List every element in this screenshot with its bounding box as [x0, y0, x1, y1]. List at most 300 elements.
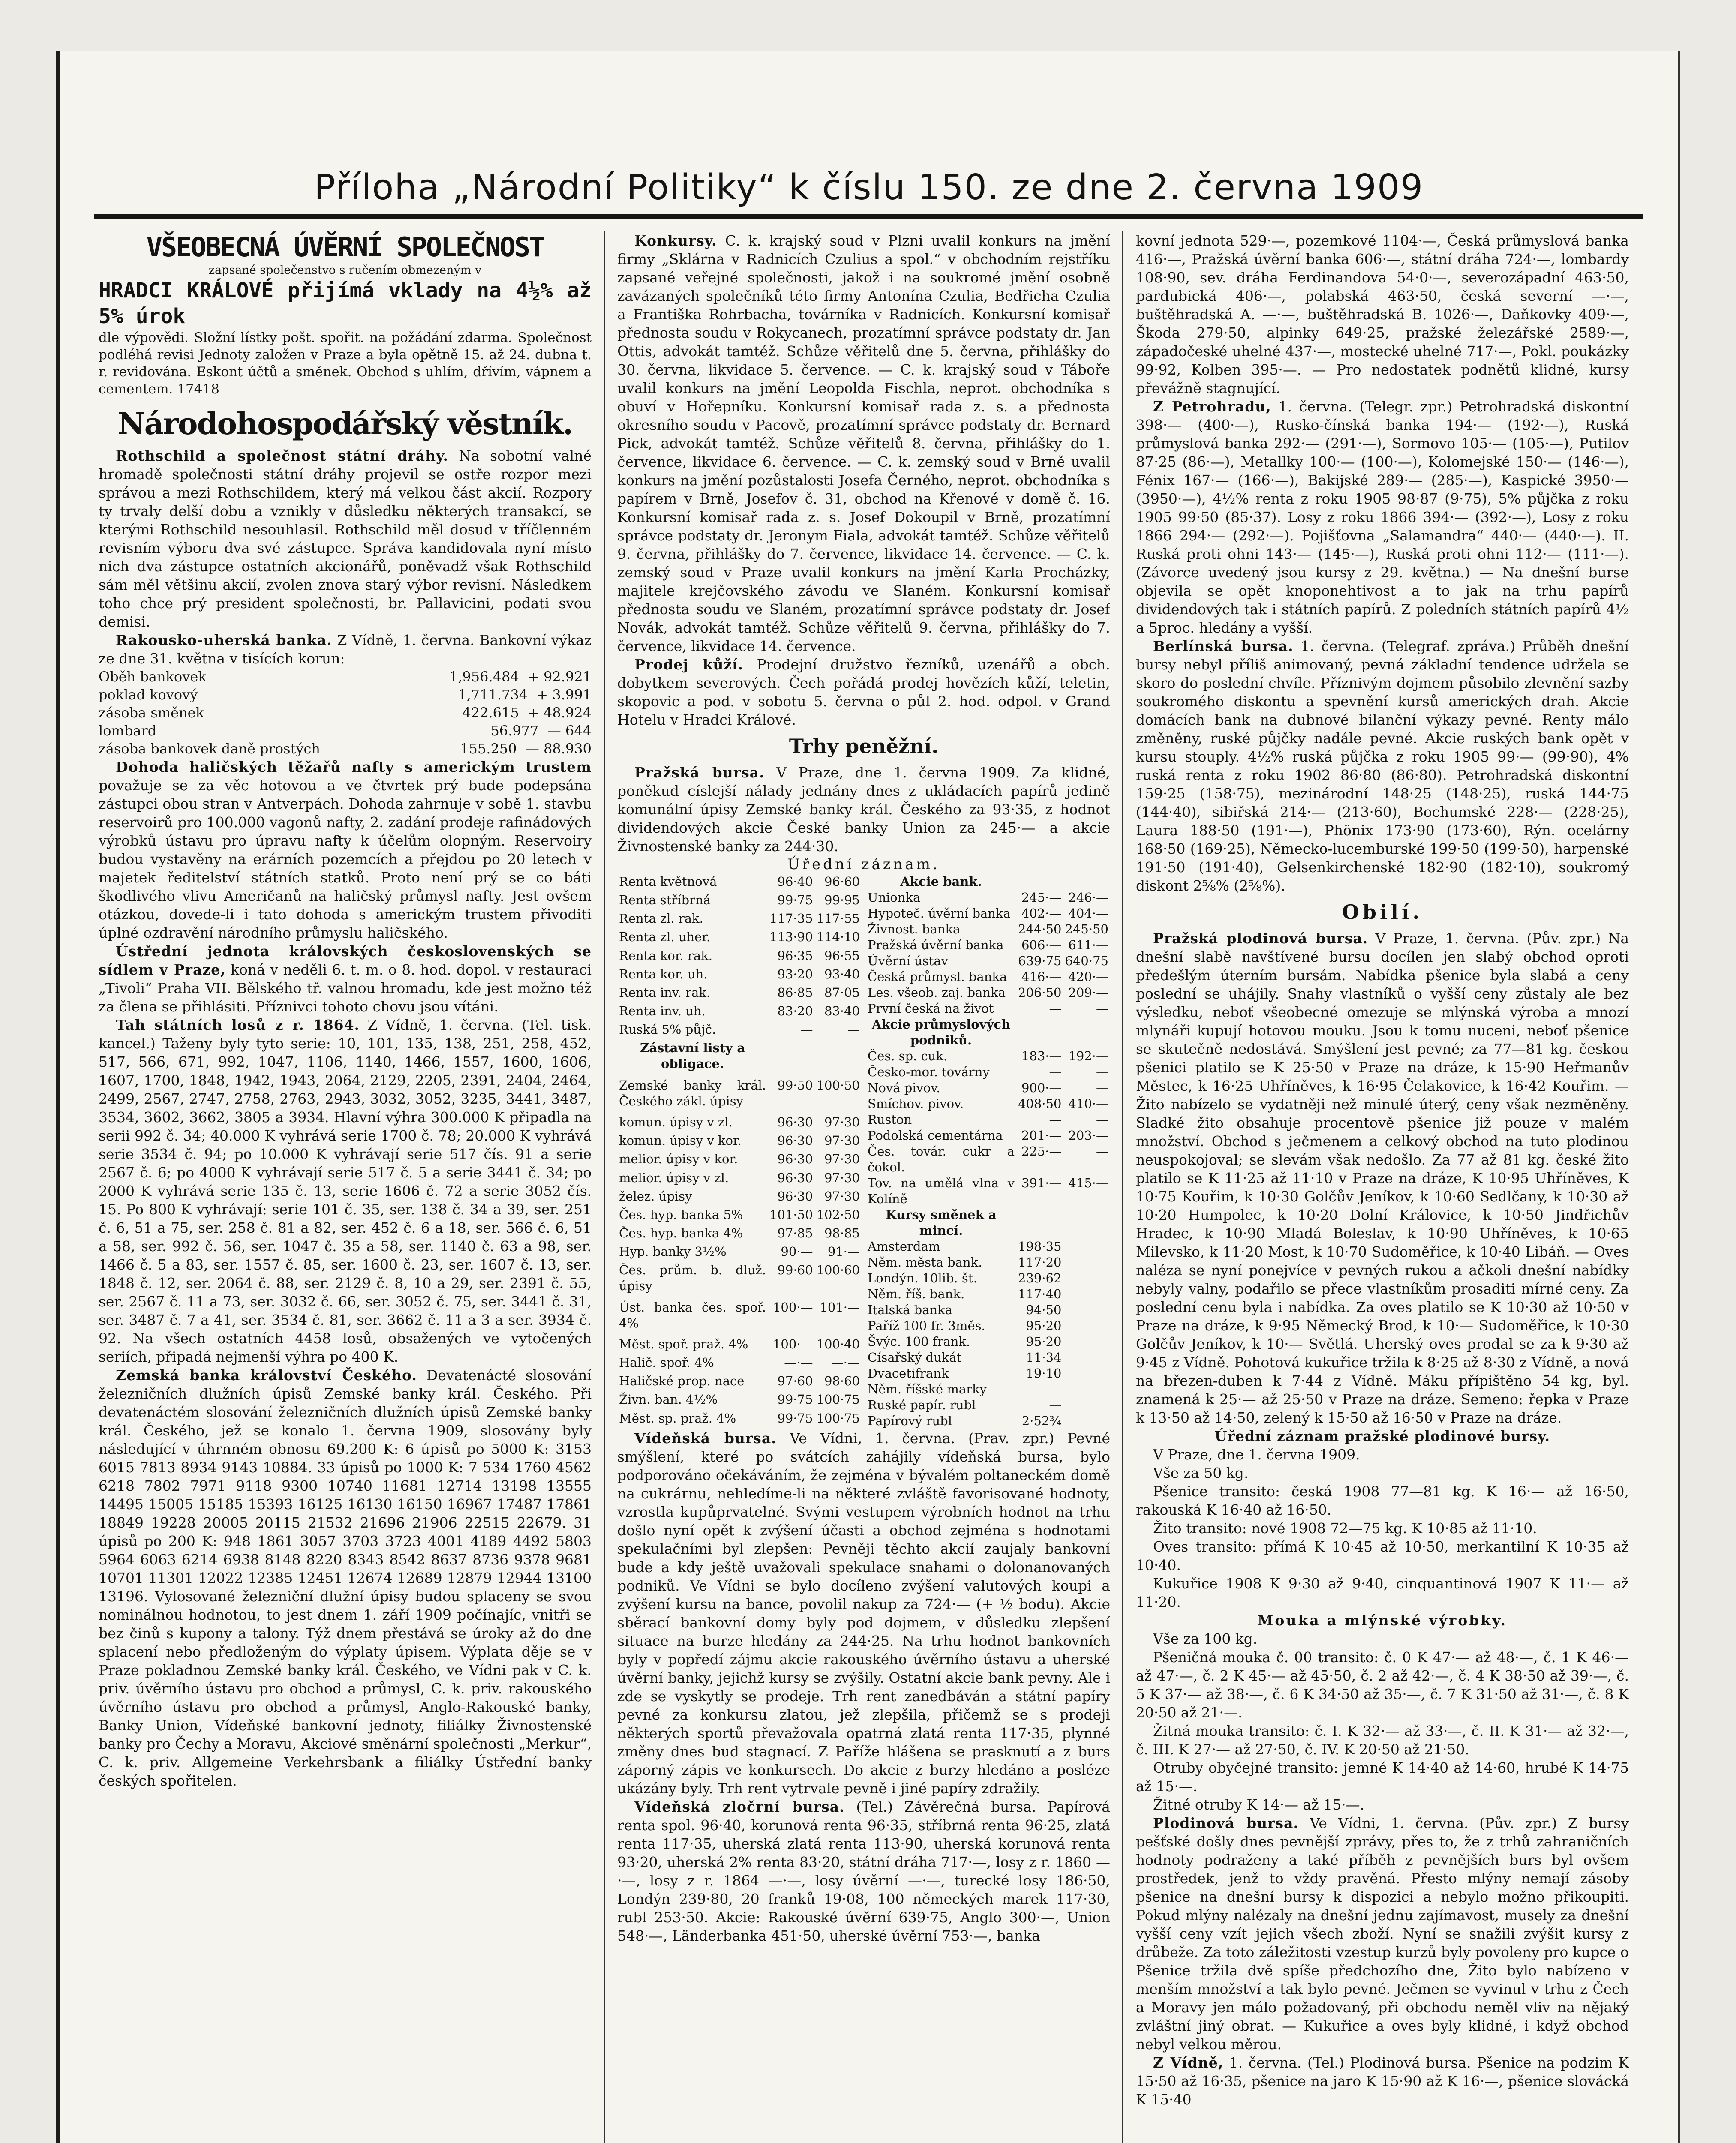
- rate-value: [1063, 1017, 1110, 1048]
- table-row: [99, 704, 592, 722]
- row-label: lombard: [99, 723, 157, 739]
- row-label: poklad kovový: [99, 687, 198, 703]
- rate-value: 93·20: [777, 966, 813, 981]
- rate-value: [1063, 874, 1110, 890]
- column-1: [99, 231, 592, 2143]
- article-heading: Konkursy.: [634, 232, 717, 249]
- article: [99, 447, 592, 631]
- rate-value: 96·30: [777, 1152, 813, 1167]
- article-heading: Pražská plodinová bursa.: [1153, 930, 1368, 947]
- article-text: 1. června. (Telegraf. zpráva.) Průběh dnešní bursy nebyl příliš animovaný, pevná základní tendence udržela se skoro do poslední chvíle. Příznivým dojmem působilo zlevnění sazby soukromého diskontu a spevnění kursů amerických drah. Akcie domácích bank na dubnové bilanční výkazy pevné. Renty málo změněny, ruské půjčky nadále pevné. Akcie ruských bank opět v kursu stouply. 4½% ruská půjčka z roku 1905 99·— (99·90), 4% ruská renta z roku 1902 86·80 (86·80). Petrohradská diskontní 159·25 (158·75), mezinárodní 148·25 (148·25), ruská 144·75 (144·40), sibiřská 214·— (213·60), Bochumské 228·— (228·25), Laura 188·50 (191·—), Phönix 173·90 (173·60), Rýn. ocelárny 168·50 (169·25), Německo-lucemburské 199·50 (199·50), harpenské 191·50 (191·40), Gelsenkirchenské 182·90 (182·10), soukromý diskont 2⅝% (2⅝%).: [1136, 638, 1629, 894]
- table-row: [866, 1381, 1110, 1397]
- table-row: [866, 1239, 1110, 1255]
- rate-value: 113·90: [769, 930, 813, 945]
- table-row: [866, 890, 1110, 906]
- row-change: — 88.930: [525, 741, 592, 757]
- rate-name: Hypoteč. úvěrní banka: [868, 906, 1011, 921]
- rate-value: 415·—: [1068, 1176, 1108, 1190]
- table-row: [866, 1270, 1110, 1286]
- rate-name: komun. úpisy v kor.: [619, 1133, 742, 1148]
- table-row: [866, 1255, 1110, 1270]
- rate-value: 640·75: [1065, 954, 1108, 968]
- article-text: koná v neděli 6. t. m. o 8. hod. dopol. v restauraci „Tivoli“ Praha VII. Bělského tř. valnou hromadu, kde jest možno též za člena se přihlásiti. Příznivci tohoto chovu jsou vítáni.: [99, 961, 592, 1015]
- article: [617, 1429, 1110, 1798]
- rate-value: [1063, 1318, 1110, 1334]
- rate-value: —·—: [831, 1355, 860, 1370]
- table-row: [617, 1003, 862, 1022]
- rate-value: [768, 1040, 814, 1077]
- table-row: [866, 1350, 1110, 1366]
- rate-value: 97·30: [824, 1170, 860, 1185]
- rate-value: 408·50: [1018, 1096, 1062, 1111]
- rate-value: 19·10: [1026, 1366, 1062, 1381]
- rate-value: 99·75: [777, 893, 813, 908]
- rate-value: 183·—: [1021, 1049, 1062, 1063]
- rate-value: 114·10: [816, 930, 860, 945]
- rate-value: 93·40: [824, 966, 860, 981]
- article-heading: Pražská bursa.: [634, 764, 765, 781]
- rate-value: 117·35: [769, 911, 813, 926]
- rate-name: Kursy směnek a mincí.: [886, 1207, 997, 1238]
- rate-name: Halič. spoř. 4%: [619, 1355, 714, 1370]
- table-row: [99, 686, 592, 704]
- article: [617, 763, 1110, 855]
- table-row: [617, 1392, 862, 1410]
- rate-value: [1063, 1239, 1110, 1255]
- rate-value: [1063, 1286, 1110, 1302]
- rate-name: Renta inv. rak.: [619, 985, 711, 1000]
- table-row: [866, 969, 1110, 985]
- rate-name: melior. úpisy v zl.: [619, 1170, 729, 1185]
- rate-value: 100·40: [816, 1336, 860, 1351]
- rate-value: 96·30: [777, 1170, 813, 1185]
- row-value: 1,956.484: [449, 669, 519, 685]
- rate-value: 117·55: [816, 911, 860, 926]
- rate-value: 86·85: [777, 985, 813, 1000]
- rate-value: 90·—: [781, 1244, 813, 1259]
- rate-value: 100·60: [816, 1263, 860, 1278]
- rate-name: Měst. spoř. praž. 4%: [619, 1336, 748, 1351]
- rate-value: 95·20: [1026, 1318, 1062, 1333]
- article-heading: Vídeňská zločrní bursa.: [634, 1798, 845, 1815]
- rate-name: Ruská 5% půjč.: [619, 1022, 716, 1037]
- quote-line: Oves transito: přímá K 10·45 až 10·50, merkantilní K 10·35 až 10·40.: [1136, 1538, 1629, 1573]
- rate-name: Akcie bank.: [900, 874, 982, 889]
- article: [1136, 1814, 1629, 2053]
- rate-value: 101·—: [820, 1300, 860, 1315]
- rate-value: 94·50: [1026, 1303, 1062, 1317]
- rate-value: —: [1049, 1112, 1062, 1127]
- table-row: [617, 1022, 862, 1040]
- rate-name: Ruské papír. rubl: [868, 1398, 976, 1412]
- rate-value: [1063, 1413, 1110, 1429]
- rate-name: Česko-mor. továrny: [868, 1065, 990, 1079]
- table-row: [866, 985, 1110, 1001]
- row-value: 56.977: [490, 723, 539, 739]
- table-row: [617, 929, 862, 948]
- rate-name: Ruston: [868, 1112, 912, 1127]
- rate-value: 100·—: [772, 1336, 813, 1351]
- table-row: [99, 722, 592, 740]
- rate-value: [1063, 1270, 1110, 1286]
- rate-name: Něm. říš. bank.: [868, 1287, 965, 1301]
- table-row: [866, 1144, 1110, 1175]
- ad-subtitle: zapsané společenstvo s ručením obmezeným v: [208, 264, 482, 277]
- rate-name: Haličské prop. nace: [619, 1374, 745, 1389]
- table-row: [617, 1133, 862, 1151]
- table-row: [617, 1040, 862, 1077]
- rate-value: 91·—: [827, 1244, 860, 1259]
- table-row: [617, 1411, 862, 1429]
- article-heading: Dohoda haličských těžařů nafty s americkým trustem: [116, 759, 592, 775]
- rate-value: 98·60: [824, 1374, 860, 1389]
- article: [99, 942, 592, 1016]
- rate-name: Renta zl. rak.: [619, 911, 703, 926]
- rate-value: 606·—: [1021, 938, 1062, 952]
- table-row: [617, 1151, 862, 1170]
- table-row: [617, 1189, 862, 1207]
- rate-value: 96·40: [777, 874, 813, 889]
- table-row: [617, 985, 862, 1003]
- row-label: zásoba bankovek daně prostých: [99, 741, 320, 757]
- row-change: + 48.924: [528, 705, 592, 721]
- article-heading: Prodej kůží.: [634, 656, 744, 673]
- rate-name: Čes. hyp. banka 4%: [619, 1226, 743, 1240]
- table-row: [866, 1017, 1110, 1048]
- rate-name: Zemské banky král. Českého zákl. úpisy: [619, 1078, 766, 1108]
- table-row: [617, 1373, 862, 1392]
- row-change: + 3.991: [536, 687, 592, 703]
- table-row: [866, 1334, 1110, 1350]
- rate-value: [1063, 1350, 1110, 1366]
- rate-name: Něm. říšské marky: [868, 1382, 987, 1396]
- rate-value: 100·—: [772, 1300, 813, 1315]
- rate-value: 198·35: [1018, 1239, 1062, 1254]
- bank-statement-table: [99, 668, 592, 758]
- article-text: Prodejní družstvo řezníků, uzenářů a obch. dobytkem severových. Čech pořádá prodej hovězích kůží, teletin, skopovic a pod. v sobotu 5. června o půl 2. hod. odpol. v Grand Hotelu v Hradci Králové.: [617, 656, 1110, 728]
- ad-body: dle výpovědi. Složní lístky pošt. spořit. na požádání zdarma. Společnost podléhá revisi Jednoty založen v Praze a byla opětně 15. až 24. dubna t. r. revidována. Eskont účtů a směnek. Obchod s uhlím, dřívím, vápnem a cementem. 17418: [99, 330, 592, 397]
- rate-name: Akcie průmyslových podniků.: [871, 1017, 1011, 1047]
- rate-value: 83·40: [824, 1004, 860, 1019]
- table-row: [866, 1366, 1110, 1381]
- rate-name: Italská banka: [868, 1303, 953, 1317]
- row-change: + 92.921: [528, 669, 592, 685]
- rate-value: 192·—: [1068, 1049, 1108, 1063]
- article-text: Na sobotní valné hromadě společnosti státní dráhy projevil se ostře rozpor mezi správou a mezi Rothschildem, který má velkou část akcií. Rozpory ty trvaly delší dobu a vznikly v důsledku některých transakcí, se kterými Rothschild nesouhlasil. Rothschild měl dosud v tříčlenném revisním výboru dva své zástupce. Správa kandidovala nyní místo nich dva zástupce ostatních akcionářů, poněvadž však Rothschild sám měl většinu akcií, zvolen znova starý výbor revisní. Následkem toho chce prý president společnosti, br. Pallavicini, podati svou demisi.: [99, 447, 592, 630]
- quote-line: Vše za 100 kg.: [1153, 1630, 1258, 1647]
- article-heading: Ústřední jednota královských československých se sídlem v Praze,: [99, 943, 592, 978]
- rate-value: [1016, 874, 1063, 890]
- rate-value: 96·30: [777, 1133, 813, 1148]
- section-title: Trhy peněžní.: [789, 735, 939, 758]
- article-text: V Praze, 1. června. (Pův. zpr.) Na dnešní slabě navštívené bursu docílen jen slabý obchod oproti předešlým úterním bursám. Nabídka pšenice byla slabá a ceny poslední se uhájily. Snahy vlastníků o vyšší ceny zůstaly ale bez výsledku, neboť všeobecné omezuje se mlýnská výroba a mnozí mlynáři kupují hotovou mouku. Jsou k tomu nuceni, neboť pšenice se skutečně nedostává. Smýšlení jest pevné; za 77—81 kg. českou pšenici platilo se K 25·50 v Praze na dráze, k 15·90 Heřmanův Městec, k 16·25 Uhříněves, k 16·95 Čelakovice, k 16·42 Kouřim. — Žito nabízelo se vydatněji než minulé úterý, ceny však nezměněny. Sladké žito obsahuje procentově pšenice již pouze v malém množství. Obchod s ječmenem a celkový obchod na tuto plodinou neuspokojoval; se slevám však nedošlo. Za 77 až 81 kg. české žito platilo se K 11·25 až 11·10 v Praze na dráze, K 10·95 Uhříněves, K 10·75 Kouřim, k 10·30 Golčův Jeníkov, k 10·60 Sedlčany, k 10·30 až 10·20 Humpolec, k 10·20 Dolní Královice, k 10·50 Jindřichův Hradec, k 10·90 Mladá Boleslav, k 10·90 Uhříněves, k 10·65 Milevsko, k 11·20 Most, k 10·70 Sudoměřice, k 10·40 Libáň. — Oves naléza se nyní ponejvíce v pevných rukou a ačkoli dnešní nabídky nebyly valny, podařilo se přece vlastníkům prosaditi mírné ceny. Za poslední cenu byla i nabídka. Za oves platilo se K 10·30 až 10·50 v Praze na dráze, k 9·95 Německý Brod, k 10·— Sudoměřice, k 10·30 Golčův Jeníkov, k 10·— Světlá. Uherský oves prodal se za k 9·30 až 9·45 z Vídně. Pohotová kukuřice tržila k 8·25 až 8·30 z Vídně, a nová na březen-duben k 7·44 z Vídně. Máku přípištěno 54 kg, byl. znamená k 25·— až 25·50 v Praze na dráze. Semeno: řepka v Praze k 13·50 až 14·50, zelený k 15·50 až 16·50 v Praze na dráze.: [1136, 930, 1629, 1426]
- rate-name: První česká na život: [868, 1001, 994, 1016]
- rates-tables: [617, 874, 1110, 1429]
- article-text: považuje se za věc hotovou a ve čtvrtek prý bude podepsána zástupci obou stran v Antverpách. Dohoda zahrnuje v sobě 1. stavbu reservoirů pro 100.000 vagonů nafty, 2. zadání prodeje rafinádových výrobků ústavu pro úpravu nafty k účelům olopným. Reservoiry budou vystavěny na erárních pozemcích a přejdou po 20 letech v majetek ředitelství státních statků. Proto není prý se co báti škodlivého vlivu Američanů na haličský průmysl nafty. Jest ovšem otázkou, dovede-li i tato dohoda s americkým trustem přivoditi úplné ozdravění národního průmyslu haličského.: [99, 777, 592, 941]
- rate-name: Zástavní listy a obligace.: [640, 1041, 745, 1072]
- rate-value: 99·50: [777, 1078, 813, 1093]
- rate-name: Nová pivov.: [868, 1081, 940, 1095]
- rate-value: 97·85: [777, 1226, 813, 1240]
- rate-value: 96·55: [824, 948, 860, 963]
- rate-value: —: [1096, 1112, 1108, 1127]
- rate-value: 98·85: [824, 1226, 860, 1240]
- table-row: [617, 892, 862, 911]
- quote-line: Kukuřice 1908 K 9·30 až 9·40, cinquantinová 1907 K 11·— až 11·20.: [1136, 1575, 1629, 1610]
- table-row: [866, 921, 1110, 937]
- rate-value: —: [1096, 1144, 1108, 1159]
- rate-value: 97·60: [777, 1374, 813, 1389]
- table-row: [866, 1128, 1110, 1144]
- column-divider: [1122, 231, 1123, 2143]
- article: [1136, 637, 1629, 895]
- rate-value: 117·40: [1018, 1287, 1062, 1301]
- article: [99, 631, 592, 668]
- section-title: Národohospodářský věstník.: [117, 406, 573, 441]
- newspaper-page: [56, 51, 1680, 2143]
- bank-advertisement: [99, 231, 592, 398]
- table-title: Úřední záznam.: [787, 856, 940, 873]
- rate-value: [1016, 1017, 1063, 1048]
- rate-name: Renta kor. uh.: [619, 966, 708, 981]
- table-row: [617, 1170, 862, 1189]
- table-row: [617, 874, 862, 892]
- rate-name: Paříž 100 fr. 3měs.: [868, 1318, 985, 1333]
- rate-name: Čes. prům. b. dluž. úpisy: [619, 1263, 766, 1294]
- table-row: [617, 1300, 862, 1336]
- article-heading: Rakousko-uherská banka.: [116, 632, 332, 648]
- rate-name: Měst. sp. praž. 4%: [619, 1411, 736, 1426]
- article-heading: Rothschild a společnost státní dráhy.: [116, 447, 448, 464]
- row-change: — 644: [547, 723, 592, 739]
- rate-value: 245·—: [1021, 890, 1062, 905]
- article-text: Devatenácté slosování železničních dlužních úpisů Zemské banky král. Českého. Při devatenáctém slosování železničních dlužních úpisů Zemské banky král. Českého, jež se konalo 1. června 1909, slosovány byly následující v úhrnném obnosu 69.200 K: 6 úpisů po 5000 K: 3153 6015 7813 8934 9143 10884. 33 úpisů po 1000 K: 7 534 1760 4562 6218 7802 7971 9118 9300 10740 11681 12714 13198 13555 14495 15005 15185 15393 16125 16130 16150 16967 17487 17861 18849 19228 20005 20115 21532 21696 21906 22515 22679. 31 úpisů po 200 K: 948 1861 3057 3703 3723 4001 4189 4492 5803 5964 6063 6214 6938 8148 8220 8343 8542 8637 8736 9378 9681 10701 11301 12022 12385 12451 12674 12689 12879 12944 13100 13196. Vylosované železniční dlužní úpisy budou splaceny se svou nominálnou hodnotou, to jest dnem 1. září 1909 počínajíc, vnitři se bez činů s kupony a talony. Týž dnem přestává se úroky až do dne splacení nebo předloženým do výplaty úpisem. Výplata děje se v Praze pokladnou Zemské banky král. Českého, ve Vídni pak v C. k. priv. úvěrního ústavu pro obchod a průmysl, C. k. priv. rakouského úvěrního ústavu pro obchod a průmysl, Anglo-Rakouské banky, Banky Union, Vídeňské bankovní jednoty, filiálky Živnostenské banky pro Čechy a Moravu, Akciové směnární společnosti „Merkur“, C. k. priv. Allgemeine Verkehrsbank a filiálky Ústřední banky českých spořitelen.: [99, 1367, 592, 1789]
- rate-name: komun. úpisy v zl.: [619, 1115, 733, 1130]
- table-row: [617, 1078, 862, 1114]
- rate-value: 99·60: [777, 1263, 813, 1278]
- rate-name: Londýn. 10lib. št.: [868, 1271, 977, 1285]
- rate-value: 87·05: [824, 985, 860, 1000]
- rate-name: Čes. továr. cukr a čokol.: [868, 1144, 1015, 1174]
- rate-value: [1016, 1207, 1063, 1239]
- quote-line: Vše za 50 kg.: [1153, 1465, 1249, 1481]
- rate-value: 100·75: [816, 1392, 860, 1407]
- article-text: Z Vídně, 1. června. Bankovní výkaz ze dne 31. května v tisících korun:: [99, 632, 592, 667]
- table-row: [866, 1080, 1110, 1096]
- table-row: [617, 1225, 862, 1244]
- column-divider: [604, 231, 605, 2143]
- quote-line: Otruby obyčejné transito: jemné K 14·40 až 14·60, hrubé K 14·75 až 15·—.: [1136, 1759, 1629, 1795]
- article-text: (Tel.) Závěrečná bursa. Papírová renta spol. 96·40, korunová renta 96·35, stříbrná renta 96·25, zlatá renta 117·35, uherská zlatá renta 113·90, uherská korunová renta 93·20, uherská 2% renta 83·20, státní dráha 717·—, losy z r. 1860 —·—, losy z r. 1864 —·—, losy úvěrní —·—, turecké losy 186·50, Londýn 239·80, 20 franků 19·08, 100 německých marek 117·30, rubl 253·50. Akcie: Rakouské úvěrní 639·75, Anglo 300·—, Union 548·—, Länderbanka 451·50, uherské úvěrní 753·—, banka: [617, 1798, 1110, 1944]
- rate-value: 96·30: [777, 1189, 813, 1204]
- rate-name: Renta inv. uh.: [619, 1004, 706, 1019]
- rate-value: 100·75: [816, 1411, 860, 1426]
- table-row: [866, 1001, 1110, 1017]
- table-row: [617, 966, 862, 985]
- article: [1136, 2053, 1629, 2109]
- table-row: [866, 906, 1110, 921]
- quote-line: Pšeničná mouka č. 00 transito: č. 0 K 47·— až 48·—, č. 1 K 46·— až 47·—, č. 2 K 45·— až 45·50, č. 2 až 42·—, č. 4 K 38·50 až 39·—, č. 5 K 37·— až 38·—, č. 6 K 34·50 až 35·—, č. 7 K 31·50 až 31·—, č. 8 K 20·50 až 21·—.: [1136, 1649, 1629, 1721]
- article-text: kovní jednota 529·—, pozemkové 1104·—, Česká průmyslová banka 416·—, Pražská úvěrní banka 606·—, státní dráha 724·—, lombardy 108·90, sev. dráha Ferdinandova 54·0·—, severozápadní 463·50, pardubická 406·—, polabská 463·50, česká severní —·—, buštěhradská A. —·—, buštěhradská B. 1026·—, Daňkovky 409·—, Škoda 279·50, alpinky 649·25, pražské železářské 2589·—, západočeské uhelné 437·—, mostecké uhelné 717·—, Pokl. poukázky 99·92, Kolben 395·—. — Pro nedostatek podnětů klidné, kursy převážně stagnující.: [1136, 232, 1629, 396]
- table-row: [617, 1355, 862, 1373]
- article: [99, 1016, 592, 1366]
- rate-value: 245·50: [1065, 922, 1108, 936]
- table-row: [617, 1114, 862, 1133]
- row-label: zásoba směnek: [99, 705, 204, 721]
- rate-value: 97·30: [824, 1115, 860, 1130]
- rate-value: 97·30: [824, 1152, 860, 1167]
- rate-name: Hyp. banky 3½%: [619, 1244, 727, 1259]
- rate-value: 420·—: [1068, 969, 1108, 984]
- quote-line: V Praze, dne 1. června 1909.: [1153, 1446, 1360, 1463]
- rate-name: Renta kor. rak.: [619, 948, 712, 963]
- table-row: [617, 1244, 862, 1262]
- rate-name: Čes. sp. cuk.: [868, 1049, 948, 1063]
- rate-name: Smíchov. pivov.: [868, 1096, 964, 1111]
- rate-value: 246·—: [1068, 890, 1108, 905]
- table-row: [866, 1048, 1110, 1064]
- rate-name: Živn. ban. 4½%: [619, 1392, 718, 1407]
- table-row: [866, 874, 1110, 890]
- table-row: [866, 1064, 1110, 1080]
- rate-value: [1063, 1366, 1110, 1381]
- rate-name: Živnost. banka: [868, 922, 961, 936]
- article-text: Ve Vídni, 1. června. (Pův. zpr.) Z bursy pešťské došly dnes pevnější zprávy, přes to, že z trhů zahraničních hodnoty podraženy a také příběh z pevnějších burs byl ovšem prostředek, jenž to vždy pravěná. Přesto mlýny nemají zásoby pšenice na dnešní bursy k dispozici a nebylo možno přikoupiti. Pokud mlýny nalézaly na dnešní jednu zajímavost, musely za dnešní vyšší ceny vzít jejich všech zboží. Nyní se snažili zvýšit kursy z drůbeže. Za toto záležitosti vzestup kurzů byly povoleny pro kupce o Pšenice tržila dvě spíše předchozího dne, Žito bylo nabízeno v menším množství a tak bylo pevné. Ječmen se vyvinul v trhu z Čech a Moravy jen málo požadovaný, při obchodu neměl vliv na nějaký zvláštní jiný obrat. — Kukuřice a oves byly klidné, i když obchod nebyl velkou měrou.: [1136, 1815, 1629, 2053]
- table-row: [866, 1397, 1110, 1413]
- rate-value: 900·—: [1021, 1081, 1062, 1095]
- rate-value: [1063, 1397, 1110, 1413]
- article: [617, 231, 1110, 655]
- article: [1136, 397, 1629, 637]
- table-row: [617, 1262, 862, 1299]
- article-heading: Zemská banka království Českého.: [116, 1367, 417, 1384]
- rate-value: —: [1049, 1398, 1062, 1412]
- rate-name: Renta zl. uher.: [619, 930, 711, 945]
- rate-value: 203·—: [1068, 1128, 1108, 1143]
- article-text: 1. června. (Telegr. zpr.) Petrohradská diskontní 398·— (400·—), Rusko-čínská banka 194·— (192·—), Ruská průmyslová banka 292·— (291·—), Sormovo 105·— (105·—), Putilov 87·25 (86·—), Metallky 100·— (100·—), Kolomejské 150·— (146·—), Fénix 167·— (166·—), Bakijské 289·— (285·—), Kaspické 3950·— (3950·—), 4½% renta z roku 1905 98·87 (9·75), 5% půjčka z roku 1905 99·50 (85·37). Losy z roku 1866 394·— (392·—), Losy z roku 1866 294·— (292·—). Pojišťovna „Salamandra“ 440·— (440·—). II. Ruská proti ohni 143·— (145·—), Ruská proti ohni 112·— (111·—). (Závorce uvedený jsou kursy z 29. května.) — Na dnešní burse objevila se opět knoponehtivost a to jak na trhu papírů dividendových tak i státních papírů. Z poledních státních papírů 4½ a 5proc. hledány a vyšší.: [1136, 398, 1629, 636]
- row-value: 1,711.734: [458, 687, 528, 703]
- rate-name: Dvacetifrank: [868, 1366, 949, 1381]
- table-row: [866, 1413, 1110, 1429]
- row-label: Oběh bankovek: [99, 669, 207, 685]
- rate-value: 99·75: [777, 1411, 813, 1426]
- rate-value: [1063, 1334, 1110, 1350]
- rate-value: 97·30: [824, 1189, 860, 1204]
- rate-value: 96·35: [777, 948, 813, 963]
- article-heading: Plodinová bursa.: [1153, 1815, 1299, 1831]
- rate-value: 416·—: [1021, 969, 1062, 984]
- rate-value: —·—: [784, 1355, 813, 1370]
- rate-name: Les. všeob. zaj. banka: [868, 985, 1006, 1000]
- rate-value: 404·—: [1068, 906, 1108, 921]
- article: [99, 758, 592, 942]
- rate-value: 209·—: [1068, 985, 1108, 1000]
- column-3: [1136, 231, 1629, 2143]
- rate-name: Podolská cementárna: [868, 1128, 1003, 1143]
- table-row: [99, 668, 592, 686]
- rate-value: 99·75: [777, 1392, 813, 1407]
- rate-value: 95·20: [1026, 1334, 1062, 1349]
- article: [99, 1366, 592, 1790]
- rate-name: Úvěrní ústav: [868, 954, 948, 968]
- rate-value: —: [800, 1022, 813, 1037]
- table-row: [866, 1096, 1110, 1112]
- rate-value: 102·50: [816, 1207, 860, 1222]
- table-row: [617, 911, 862, 929]
- rate-value: 410·—: [1068, 1096, 1108, 1111]
- article: [1136, 929, 1629, 1427]
- rate-name: Císařský dukát: [868, 1350, 962, 1365]
- article: [617, 655, 1110, 729]
- rate-value: 206·50: [1018, 985, 1062, 1000]
- rate-value: 96·30: [777, 1115, 813, 1130]
- rate-name: Unionka: [868, 890, 921, 905]
- quote-list: [1136, 1630, 1629, 1814]
- rate-value: 2·52¾: [1021, 1414, 1062, 1428]
- rate-value: 96·60: [824, 874, 860, 889]
- header-rule: [94, 214, 1643, 219]
- rate-value: [1063, 1255, 1110, 1270]
- article: [1136, 231, 1629, 397]
- rate-name: Česká průmysl. banka: [868, 969, 1007, 984]
- rate-name: Pražská úvěrní banka: [868, 938, 1004, 952]
- table-row: [866, 937, 1110, 953]
- rate-name: želez. úpisy: [619, 1189, 692, 1204]
- rate-value: 97·30: [824, 1133, 860, 1148]
- article-heading: Z Petrohradu,: [1153, 398, 1271, 415]
- article-text: V Praze, dne 1. června 1909. Za klidné, poněkud císlejší nálady jednány dnes z ukládacích papírů jedině komunální úpisy Zemské banky král. Českého za 93·35, z hodnot dividendových akcie České banky Union za 245·— a akcie Živnostenské banky za 244·30.: [617, 764, 1110, 855]
- article-heading: Úřední záznam pražské plodinové bursy.: [1214, 1428, 1550, 1444]
- rate-value: 244·50: [1018, 922, 1062, 936]
- rates-table-left: [617, 874, 862, 1429]
- table-row: [617, 1207, 862, 1225]
- table-row: [99, 740, 592, 758]
- table-row: [866, 953, 1110, 969]
- rate-value: 201·—: [1021, 1128, 1062, 1143]
- rate-value: 100·50: [816, 1078, 860, 1093]
- rate-value: 639·75: [1018, 954, 1062, 968]
- rate-value: 611·—: [1068, 938, 1108, 952]
- rate-value: 225·—: [1021, 1144, 1062, 1159]
- rate-name: melior. úpisy v kor.: [619, 1152, 738, 1167]
- rate-value: —: [1049, 1001, 1062, 1016]
- article-heading: Mouka a mlýnské výrobky.: [1257, 1612, 1508, 1629]
- article: [617, 1798, 1110, 1945]
- rate-value: [1063, 1381, 1110, 1397]
- rate-value: —: [1096, 1081, 1108, 1095]
- ad-bank-line: HRADCI KRÁLOVÉ přijímá vklady na 4½% až 5% úrok: [99, 279, 592, 328]
- quote-line: Pšenice transito: česká 1908 77—81 kg. K 16·— až 16·50, rakouská K 16·40 až 16·50.: [1136, 1483, 1629, 1518]
- table-row: [866, 1302, 1110, 1318]
- rate-name: Renta květnová: [619, 874, 717, 889]
- article-heading: Vídeňská bursa.: [634, 1430, 777, 1447]
- table-row: [617, 948, 862, 966]
- rate-value: 391·—: [1021, 1176, 1062, 1190]
- article-text: Z Vídně, 1. června. (Tel. tisk. kancel.) Taženy byly tyto serie: 10, 101, 135, 138, 251, 258, 452, 517, 566, 671, 992, 1047, 1106, 1140, 1466, 1557, 1600, 1606, 1607, 1700, 1848, 1942, 1943, 2064, 2129, 2205, 2391, 2404, 2464, 2499, 2567, 2747, 2758, 2763, 2943, 3032, 3052, 3235, 3441, 3487, 3534, 3602, 3662, 3805 a 3934. Hlavní výhra 300.000 K připadla na serii 992 č. 34; 40.000 K vyhrává serie 1700 č. 78; 20.000 K vyhrává serie 3534 č. 94; po 10.000 K vyhrávají serie 517 čís. 91 a serie 2567 č. 6; po 4000 K vyhrávají serie 517 č. 5 a serie 3441 č. 34; po 2000 K vyhrává serie 135 č. 13, serie 1606 č. 72 a serie 3052 čís. 15. Po 800 K vyhrávají: serie 101 č. 35, ser. 138 č. 34 a 39, ser. 251 č. 6, 51 a 75, ser. 258 č. 81 a 82, ser. 452 č. 6 a 18, ser. 566 č. 6, 51 a 58, ser. 992 č. 56, ser. 1047 č. 35 a 58, ser. 1140 č. 63 a 98, ser. 1466 č. 5 a 83, ser. 1557 č. 85, ser. 1600 č. 23, ser. 1607 č. 13, ser. 1848 č. 12, ser. 2064 č. 88, ser. 2129 č. 8, 10 a 29, ser. 2391 č. 55, ser. 2567 č. 11 a 73, ser. 3032 č. 66, ser. 3052 č. 75, ser. 3441 č. 31, ser. 3487 č. 7 a 41, ser. 3534 č. 81, ser. 3662 č. 11 a 3 a ser. 3934 č. 92. Na všech ostatních 4458 losů, obsažených ve vytočených seriích, připadá nejmenší výhra po 400 K.: [99, 1017, 592, 1365]
- article-text: Ve Vídni, 1. června. (Prav. zpr.) Pevné smýšlení, které po svátcích zahájily vídeňská bursa, bylo podporováno očekáváním, že zejména v bývalém poltaneckém domě na cukrárnu, nehledíme-li na některé zvláště favorisované hodnoty, vzrostla kupůprvatelné. Svými vestupem výrobních hodnot na trhu došlo nyní opět k zvýšení účasti a obchod zejména s hodnotami spekulačními byl zlepšen: Pevněji těchto akcií zaujaly bankovní bude a kdy ještě uvažovali spekulace snahami o dolonanovaných podniků. Ve Vídni se bylo docíleno zvýšení valutových koupi a zvýšení kursu na bance, povolil nakup za 724·— (+ ½ bodu). Akcie sběrací bankovní domy byly pod dojmem, v důsledku zlepšení situace na burze hledány za 244·25. Na trhu hodnot bankovních byly v popředí zájmu akcie rakouského úvěrního ústavu a uherské úvěrní banky, jejichž kursy se zvýšily. Ostatní akcie bank pevny. Ale i zde se vyskytly se prodeje. Trh rent zanedbáván a státní papíry pevné za konkursu zlatou, jež zlepšila, přičemž se s prodeji některých sportů převažovala opatrná zlatá renta 117·35, plynné změny dnes bud stagnací. Z Paříže hlášena se prasknutí a z burs záporný zápis ve konkursech. Do akcie z burzy hledáno a posléze ukázány byly. Trh rent vytrvale pevně i jiné papíry zdražily.: [617, 1430, 1110, 1797]
- ad-title: VŠEOBECNÁ ÚVĚRNÍ SPOLEČNOST: [146, 231, 544, 263]
- rate-value: —: [847, 1022, 860, 1037]
- rate-name: Úst. banka čes. spoř. 4%: [619, 1300, 766, 1330]
- rate-name: Něm. města bank.: [868, 1255, 982, 1270]
- rate-value: —: [1049, 1382, 1062, 1396]
- article-heading: Z Vídně,: [1153, 2054, 1224, 2071]
- rates-table-right: [866, 874, 1110, 1429]
- quote-list: [1136, 1445, 1629, 1611]
- table-row: [866, 1286, 1110, 1302]
- column-2: [617, 231, 1110, 2143]
- row-value: 155.250: [460, 741, 517, 757]
